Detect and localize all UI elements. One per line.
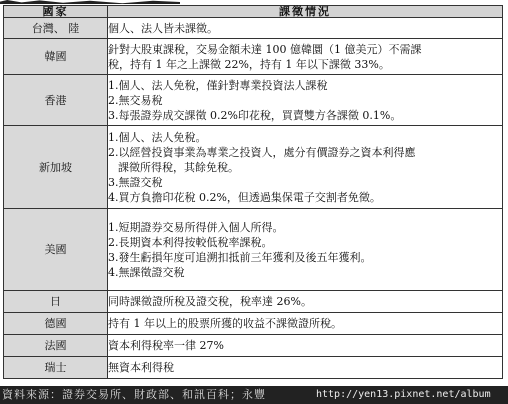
- description-line: 3.每張證券成交課徵 0.2%印花稅，買賣雙方各課徵 0.1%。: [108, 108, 402, 122]
- country-cell: 韓國: [4, 39, 108, 75]
- tax-description-cell: [108, 357, 503, 379]
- description-line: 3.無證交稅: [108, 175, 163, 189]
- description-line: 4.無課徵證交稅: [108, 265, 185, 279]
- country-cell: 美國: [4, 209, 108, 291]
- tax-description-cell: [108, 39, 503, 75]
- source-text: 資料來源：證券交易所、財政部、和訊百科；永豐: [2, 388, 266, 401]
- country-cell: 日: [4, 291, 108, 313]
- description-line: 資本利得稅率一律 27%: [108, 339, 224, 352]
- description-line: 1.個人、法人免稅。: [108, 130, 207, 144]
- description-line: 持有 1 年以上的股票所獲的收益不課徵證所稅。: [108, 317, 342, 330]
- table-row: [4, 39, 503, 75]
- description-line: 1.個人、法人免稅，僅針對專業投資法人課稅: [108, 78, 328, 92]
- description-line: 2.長期資本利得按較低稅率課稅。: [108, 235, 273, 249]
- description-line: 3.發生虧損年度可追溯扣抵前三年獲利及後五年獲利。: [108, 250, 372, 264]
- table-row: [4, 335, 503, 357]
- source-footer: [0, 386, 508, 404]
- tax-description-cell: [108, 126, 503, 209]
- table-row: [4, 209, 503, 291]
- header-tax-situation: 課徵情況: [108, 6, 503, 18]
- tax-description-cell: [108, 291, 503, 313]
- country-cell: 瑞士: [4, 357, 108, 379]
- tax-comparison-table: [3, 5, 503, 379]
- description-line: 2.無交易稅: [108, 93, 163, 107]
- description-line: 同時課徵證所稅及證交稅，稅率達 26%。: [108, 295, 312, 308]
- country-cell: 德國: [4, 313, 108, 335]
- description-line: 課徵所得稅，其餘免稅。: [118, 160, 239, 174]
- tax-description-cell: [108, 75, 503, 126]
- description-line: 無資本利得稅: [108, 361, 174, 374]
- table-row: [4, 18, 503, 39]
- header-country: 國家: [4, 6, 108, 18]
- country-cell: 法國: [4, 335, 108, 357]
- tax-description-cell: [108, 18, 503, 39]
- table-row: [4, 75, 503, 126]
- tax-description-cell: [108, 313, 503, 335]
- table-row: [4, 126, 503, 209]
- country-cell: 香港: [4, 75, 108, 126]
- watermark-url: http://yen13.pixnet.net/album: [316, 389, 491, 400]
- table-header-row: [4, 6, 503, 18]
- description-line: 4.買方負擔印花稅 0.2%，但透過集保電子交割者免徵。: [108, 190, 381, 204]
- tax-description-cell: [108, 209, 503, 291]
- description-line: 個人、法人皆未課徵。: [108, 21, 218, 35]
- tax-description-cell: [108, 335, 503, 357]
- country-cell: 新加坡: [4, 126, 108, 209]
- description-line: 2.以經營投資事業為專業之投資人，處分有價證券之資本利得應: [108, 145, 416, 159]
- cropped-text-fragment: [0, 0, 180, 4]
- table-row: [4, 313, 503, 335]
- description-line: 針對大股東課稅，交易金額未達 100 億韓圜（1 億美元）不需課: [108, 42, 422, 56]
- table-row: [4, 357, 503, 379]
- description-line: 1.短期證券交易所得併入個人所得。: [108, 220, 284, 234]
- table-row: [4, 291, 503, 313]
- description-line: 稅，持有 1 年之上課徵 22%，持有 1 年以下課徵 33%。: [108, 57, 390, 71]
- country-cell: 台灣、 陸: [4, 18, 108, 39]
